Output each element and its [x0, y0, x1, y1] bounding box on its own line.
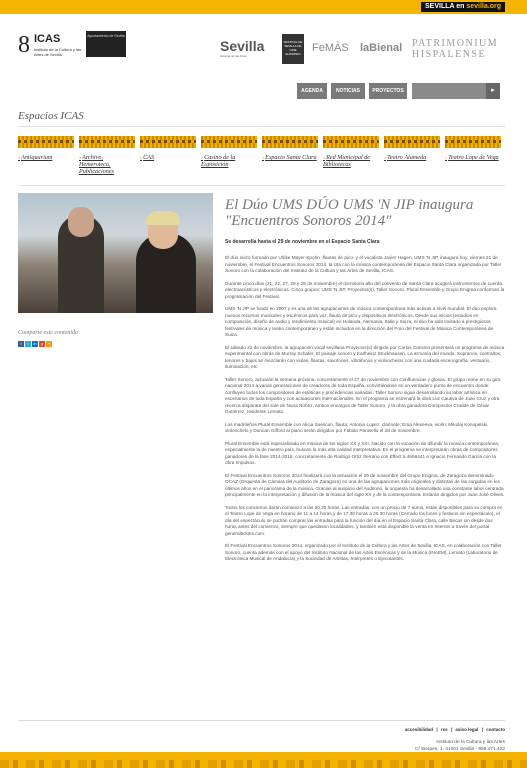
tile-lope-de-vega[interactable] [445, 136, 501, 148]
femas-logo[interactable]: FeMÀS [312, 42, 349, 54]
article-paragraph: UMS 'N JIP se fundó en 2007 y es una de las agrupaciones de música contemporánea más activas a nivel mundial. El dúo explora nuevos recursos musicales y escénicos para voz, flauta de pico y dispositivos electrónicos. Desde sus inicios (estudios en composición, diseño de audio y rendimiento musical) en Holanda, Alemania, Italia y Suiza, el dúo ha sido invitado a prestigiosos festivales de música y teatro contemporáneo y están incluidos en la dirección del Foro del Festival de Música Contemporánea de Suiza. [225, 306, 497, 337]
footer-address: Instituto de la Cultura y las Artes C/ Sierpes, 1. 41001 Sevilla · 955.471.422 [414, 740, 505, 752]
tile-alameda[interactable] [384, 136, 440, 148]
category-link[interactable]: ›Archivo, Hemeroteca, Publicaciones [79, 154, 115, 175]
logo-acronym: ICAS [34, 33, 61, 45]
divider [18, 185, 505, 186]
tile-archivo[interactable] [79, 136, 135, 148]
skyline-graphic [0, 760, 527, 768]
logo-subtitle: Instituto de la Cultura y las Artes de Sevilla [34, 47, 82, 57]
footer-link-aviso-legal[interactable]: aviso legal [455, 727, 479, 732]
patrimonium-logo[interactable]: PATRIMONIUM HISPALENSE [412, 38, 499, 60]
facebook-icon[interactable]: f [18, 341, 24, 347]
logo-number: 8 [18, 32, 30, 58]
bullet-icon: › [79, 154, 82, 161]
bullet-icon: › [384, 154, 387, 161]
footer-links: accesibilidad | rss | aviso legal | contacto [404, 727, 505, 732]
more-share-icon[interactable]: + [47, 341, 51, 346]
nav-noticias[interactable]: NOTICIAS [331, 83, 365, 99]
bullet-icon: › [140, 154, 143, 161]
search-input[interactable] [416, 85, 482, 95]
partner-logos [220, 34, 510, 64]
search-submit-button[interactable]: ▸ [486, 83, 500, 99]
article-paragraph: Taller Sonoro, actuarán la semana próxima, concretamente el 27 de noviembre con Confluencias y glosas. El grupo reúne en su gira nacional 2014 a varias generaciones de creadores de toda España, convirtiéndose en un verdadero punto de encuentro donde confluyen todos los compositores de estéticas y procedencias variadas. Taller Sonoro sigue desarrollando su labor artística en escenarios de toda España y con actuaciones internacionales. En el programa se estrenará la obra Luz Cautiva de Juan Cruz y otra recerca disparata del sole de Nuria Núñez, ambos encargos de Taller Sonoro, y la obra ganadora Compositor Cradde de César Gutiérrez, residente Lemato. [225, 376, 501, 414]
tile-santa-clara[interactable] [262, 136, 318, 148]
share-label: Comparte este contenido [18, 330, 78, 336]
category-link[interactable]: ›Red Municipal de Bibliotecas [323, 154, 371, 168]
bullet-icon: › [201, 154, 204, 161]
tile-antiquarium[interactable] [18, 136, 74, 148]
divider [18, 720, 505, 721]
bullet-icon: › [18, 154, 21, 161]
top-bar [0, 0, 527, 14]
category-link[interactable]: ›Teatro Lope de Vega [445, 154, 499, 161]
footer-link-rss[interactable]: rss [440, 727, 448, 732]
article-paragraph: Los madrileños Plural Ensemble con Alicia Suescun, flauta; Antonio Lopez, clarinete; Ema Alexeeva, violín; Mikolaj Konopelski, violonchelo y Duncan Gifford al piano serán dirigidos por Fabián Panisello el 28 de noviembre. [225, 421, 489, 433]
category-link[interactable]: ›CAS [140, 154, 155, 161]
ayuntamiento-logo[interactable]: Ayuntamiento de Sevilla [86, 31, 126, 57]
article-paragraph: El Festival Encuentros Sonoros 2014, organizado por el Instituto de la Cultura y las Artes de Sevilla, ICAS, en colaboración con Taller Sonoro, cuenta además con el apoyo del Instituto Nacional de las Artes Escénicas y de la Música (INAEM), Lemato (Laboratorio de Electrónica Musical de Andalucía) y la Sociedad de Artistas, Intérpretes o Ejecutantes. [225, 543, 502, 561]
article-paragraph: Todos los conciertos darán comienzo a las 20.30 horas. Las entradas, con un precio de 7 euros, están disponibles para su compra en el Teatro Lope de Vega en horario de 11 a 14 horas y de 17.30 horas a 20.30 horas (Cerrado los lunes y festivos sin espectáculo), el día del espectáculo se podrán comprar las entradas para la función del día en el Espacio Santa Clara, calle Becas sin desde dos horas antes del comienzo, siempre que quedasen localidades, y también está disponible la venta en Internet a través del portal generaltickets.com. [225, 504, 503, 536]
google-icon[interactable]: g [40, 341, 44, 346]
article-photo [18, 193, 213, 313]
footer-link-contacto[interactable]: contacto [486, 727, 505, 732]
linkedin-icon[interactable]: in [33, 341, 37, 346]
section-title: Espacios ICAS [18, 110, 84, 122]
search-box [412, 83, 500, 99]
sevilla-logo[interactable]: Sevilla Historia de las Artes [220, 38, 265, 58]
article-body [225, 255, 505, 569]
tile-casino[interactable] [201, 136, 257, 148]
category-link[interactable]: ›Teatro Alameda [384, 154, 427, 161]
article-paragraph: El sábado 22 de noviembre, la agrupación vocal sevillana Proyectos(s) dirigida por Carlos Cansino presentará un programa de música experimental con obras de Murray Schafer, El paisaje sonoro y Karlheinz Stockhausen, La armonía del mundo. Sopranos, contraltos, tenores y bajos se mezclarán con violas, flautas, saxofones, vibráfonos y violonchelos con una cuidada escenografía, vestuario, iluminación, etc. [225, 344, 505, 369]
footer-link-accesibilidad[interactable]: accesibilidad [404, 727, 434, 732]
tile-bibliotecas[interactable] [323, 136, 379, 148]
person-head [68, 207, 94, 237]
bullet-icon: › [323, 154, 326, 161]
article-headline: El Dúo UMS DÚO UMS 'N JIP inaugura "Encuentros Sonoros 2014" [225, 197, 474, 229]
divider [18, 126, 505, 127]
bullet-icon: › [262, 154, 265, 161]
person-hair [146, 211, 180, 225]
footer-skyline [0, 752, 527, 768]
tile-cas[interactable] [140, 136, 196, 148]
article-lead: Se desarrolla hasta el 29 de noviembre en el Espacio Santa Clara [225, 239, 380, 245]
category-link[interactable]: ›Antiquarium [18, 154, 53, 161]
bienal-logo[interactable]: laBienal [360, 42, 403, 54]
category-link[interactable]: ›Casino de la Exposición [201, 154, 236, 168]
article-paragraph: El dúo suizo formado por Ulrike Mayer-Spohn -flautas de pico- y el vocalista Javier Hagen, UMS 'N JIP, inaugura hoy, viernes 21 de noviembre, el Festival Encuentros Sonoros 2014, la cita con la música contemporánea del Espacio Santa Clara organizada por Taller Sonoro con la colaboración del Instituto de la Cultura y las Artes de Sevilla, ICAS. [225, 255, 502, 273]
article-paragraph: Durante cinco días (21, 22, 27, 28 y 29 de noviembre) el dormitorio alto del convento de Santa Clara acogerá instrumentos de cuerda, electroacústicos y electrónicos. Cinco grupos: UMS 'N JIP, Proyectos(s), Taller Sonoro, Plural Ensemble y Grupo Enigma conforman la programación del Festival. [225, 280, 505, 299]
festival-cine-logo[interactable]: FESTIVAL DE SEVILLA DE CINE EUROPEO [282, 34, 304, 64]
nav-agenda[interactable]: AGENDA [297, 83, 327, 99]
bullet-icon: › [445, 154, 448, 161]
category-link[interactable]: ›Espacio Santa Clara [262, 154, 317, 161]
article-paragraph: Plural Ensemble está especializado en música de los siglos XX y XXI. Nacido con la vocación de difundir la música contemporánea, especialmente la de nuestro país, buscan la más alta calidad interpretativa. En el programa se interpretarán obras de compositores ganadores de la fase 2014-2015, concretamente de Rodrigo Ortiz Serrano con Effect 6.4656441 e Ignacio Fernando García con la obra Impulsos. [225, 440, 500, 465]
sevilla-org-link[interactable]: SEVILLA en sevilla.org [421, 2, 505, 12]
article-paragraph: El Festival Encuentros Sonoros 2014 finalizará con la actuación el 29 de noviembre del Grupo Enigma, de Zaragoza denominado OCAZ (Orquesta de Cámara del Auditorio de Zaragoza) es una de las agrupaciones más originales y distintas de las surgidas en los últimos años en el panorama de la música. Gracias al auspicio del Auditorio, la orquesta ha desarrollado una constante labor centrada principalmente en la interpretación y difusión de la música del siglo XX y de la contemporánea. Estarán dirigidos por Juan José Olives. [225, 472, 505, 497]
nav-proyectos[interactable]: PROYECTOS [369, 83, 407, 99]
twitter-icon[interactable]: t [25, 341, 31, 347]
